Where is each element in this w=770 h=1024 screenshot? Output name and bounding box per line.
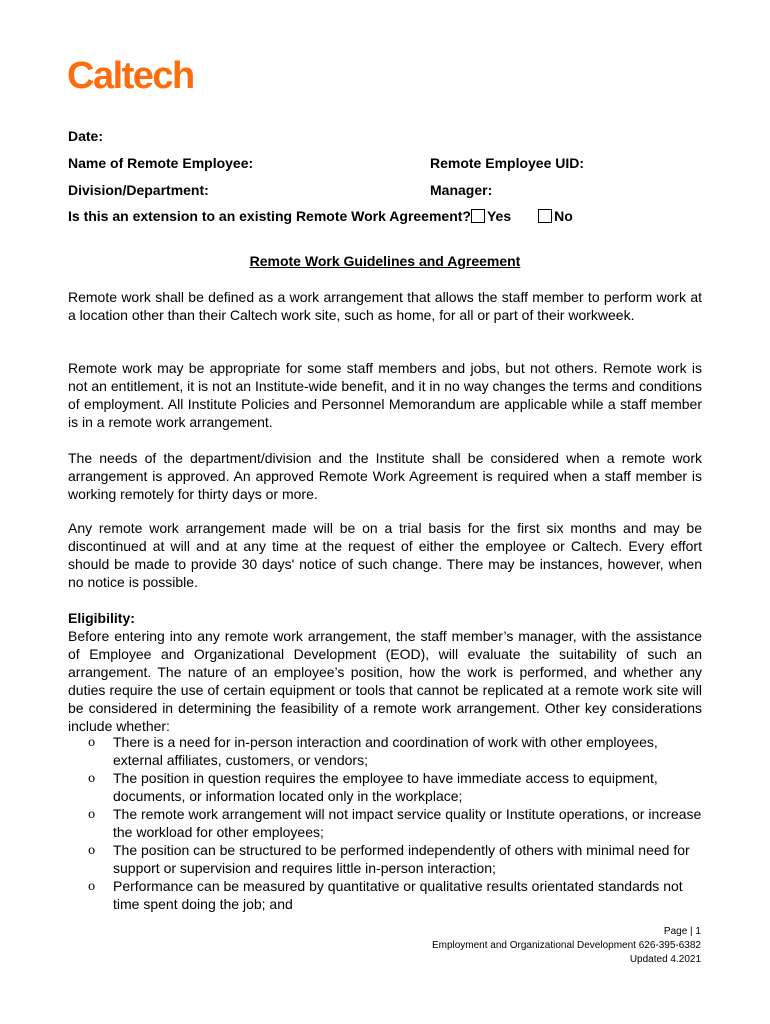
- bullet-marker: o: [88, 807, 96, 821]
- list-item: o The position can be structured to be performed independently of others with minimal need for support or supervision and requires little in-person interaction;: [88, 842, 690, 876]
- list-item: o The remote work arrangement will not impact service quality or Institute operations, or increase the workload for other employees;: [88, 806, 702, 840]
- list-item: o Performance can be measured by quantitative or qualitative results orientated standards not time spent doing the job; and: [88, 878, 683, 912]
- paragraph-trial-basis: Any remote work arrangement made will be on a trial basis for the first six months and may be discontinued at will and at any time at the request of either the employee or Caltech. Every effort should be made to provide 30 days' notice of such change. There may be instances, however, when no notice is possible.: [68, 520, 702, 590]
- eligibility-text: Before entering into any remote work arrangement, the staff member’s manager, with the assistance of Employee and Organizational Development (EOD), will evaluate the suitability of such an arrangement. The nature of an employee’s position, how the work is performed, and whether any duties require the use of certain equipment or tools that cannot be replicated at a remote work site will be considered in determining the feasibility of a remote work arrangement. Other key considerations include whether:: [68, 628, 702, 734]
- manager-label: Manager:: [430, 182, 493, 198]
- list-item: o The position in question requires the employee to have immediate access to equipment, documents, or information located only in the workplace;: [88, 770, 658, 804]
- employee-name-label: Name of Remote Employee:: [68, 155, 254, 171]
- eligibility-heading: Eligibility:: [68, 610, 135, 626]
- updated-date: Updated 4.2021: [629, 954, 701, 965]
- yes-checkbox[interactable]: [471, 209, 485, 223]
- extension-question-row: [68, 207, 573, 225]
- paragraph-needs: The needs of the department/division and the Institute shall be considered when a remote work arrangement is approved. An approved Remote Work Agreement is required when a staff member is working remotely for thirty days or more.: [68, 450, 702, 502]
- yes-label: Yes: [486, 208, 512, 224]
- page-footer: [432, 925, 701, 967]
- bullet-marker: o: [88, 879, 96, 893]
- department-contact: Employment and Organizational Development 626-395-6382: [431, 940, 701, 951]
- bullet-marker: o: [88, 771, 96, 785]
- extension-question: Is this an extension to an existing Remote Work Agreement?: [68, 208, 471, 224]
- employee-uid-label: Remote Employee UID:: [430, 155, 585, 171]
- bullet-marker: o: [88, 735, 96, 749]
- division-label: Division/Department:: [68, 182, 209, 198]
- list-item: o There is a need for in-person interaction and coordination of work with other employees, external affiliates, customers, or vendors;: [88, 734, 658, 768]
- no-checkbox[interactable]: [538, 209, 552, 223]
- eligibility-bullets: [68, 733, 702, 913]
- document-title: Remote Work Guidelines and Agreement: [249, 253, 521, 269]
- paragraph-definition: Remote work shall be defined as a work arrangement that allows the staff member to perform work at a location other than their Caltech work site, such as home, for all or part of their workweek.: [68, 289, 702, 323]
- caltech-logo: Caltech: [67, 55, 194, 97]
- no-label: No: [554, 208, 573, 224]
- date-label: Date:: [68, 128, 104, 144]
- bullet-marker: o: [88, 843, 96, 857]
- paragraph-appropriateness: Remote work may be appropriate for some staff members and jobs, but not others. Remote work is not an entitlement, it is not an Institute-wide benefit, and it in no way changes the terms and conditions of employment. All Institute Policies and Personnel Memorandum are applicable while a staff member is in a remote work arrangement.: [68, 360, 702, 430]
- page-number: Page | 1: [663, 926, 701, 937]
